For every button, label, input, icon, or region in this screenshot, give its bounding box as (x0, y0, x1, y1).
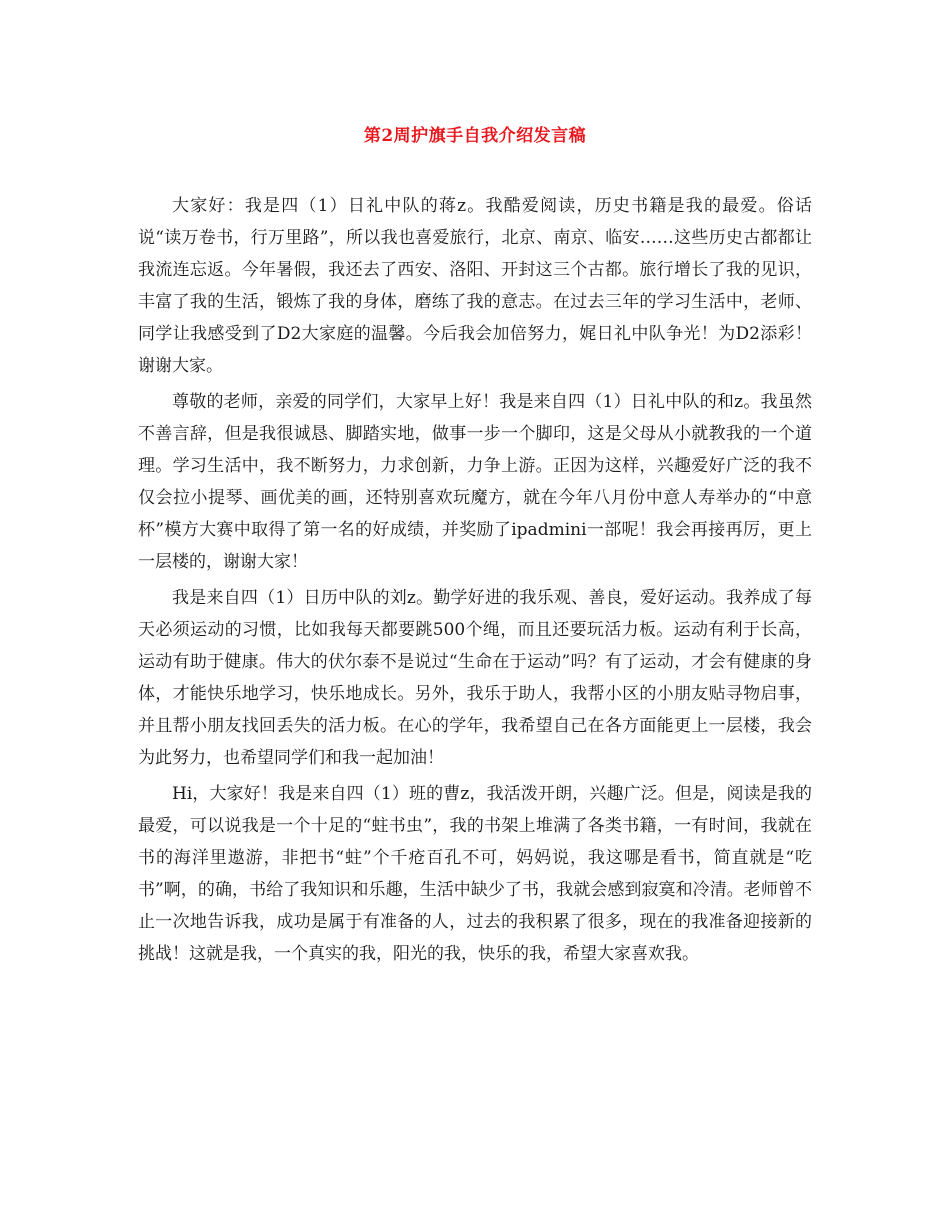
paragraph: 我是来自四（1）日历中队的刘z。勤学好进的我乐观、善良，爱好运动。我养成了每天必须运动的习惯，比如我每天都要跳500个绳，而且还要玩活力板。运动有利于长高，运动有助于健康。伟大的伏尔泰不是说过“生命在于运动”吗？有了运动，才会有健康的身体，才能快乐地学习，快乐地成长。另外，我乐于助人，我帮小区的小朋友贴寻物启事，并且帮小朋友找回丢失的活力板。在心的学年，我希望自己在各方面能更上一层楼，我会为此努力，也希望同学们和我一起加油！ (138, 588, 812, 768)
document-title: 第2周护旗手自我介绍发言稿 (363, 126, 587, 146)
paragraph: Hi，大家好！我是来自四（1）班的曹z，我活泼开朗，兴趣广泛。但是，阅读是我的最爱，可以说我是一个十足的“蛀书虫”，我的书架上堆满了各类书籍，一有时间，我就在书的海洋里遨游，非把书“蛀”个千疮百孔不可，妈妈说，我这哪是看书，简直就是“吃书”啊，的确，书给了我知识和乐趣，生活中缺少了书，我就会感到寂寞和冷清。老师曾不止一次地告诉我，成功是属于有准备的人，过去的我积累了很多，现在的我准备迎接新的挑战！这就是我，一个真实的我，阳光的我，快乐的我，希望大家喜欢我。 (138, 784, 812, 964)
paragraph: 大家好：我是四（1）日礼中队的蒋z。我酷爱阅读，历史书籍是我的最爱。俗话说“读万卷书，行万里路”，所以我也喜爱旅行，北京、南京、临安……这些历史古都都让我流连忘返。今年暑假，我还去了西安、洛阳、开封这三个古都。旅行增长了我的见识，丰富了我的生活，锻炼了我的身体，磨练了我的意志。在过去三年的学习生活中，老师、同学让我感受到了D2大家庭的温馨。今后我会加倍努力，娓日礼中队争光！为D2添彩！谢谢大家。 (138, 196, 812, 376)
paragraph: 尊敬的老师，亲爱的同学们，大家早上好！我是来自四（1）日礼中队的和z。我虽然不善言辞，但是我很诚恳、脚踏实地，做事一步一个脚印，这是父母从小就教我的一个道理。学习生活中，我不断努力，力求创新，力争上游。正因为这样，兴趣爱好广泛的我不仅会拉小提琴、画优美的画，还特别喜欢玩魔方，就在今年八月份中意人寿举办的“中意杯”模方大赛中取得了第一名的好成绩，并奖励了ipadmini一部呢！我会再接再厉，更上一层楼的，谢谢大家！ (138, 392, 812, 572)
document-body (138, 190, 812, 974)
